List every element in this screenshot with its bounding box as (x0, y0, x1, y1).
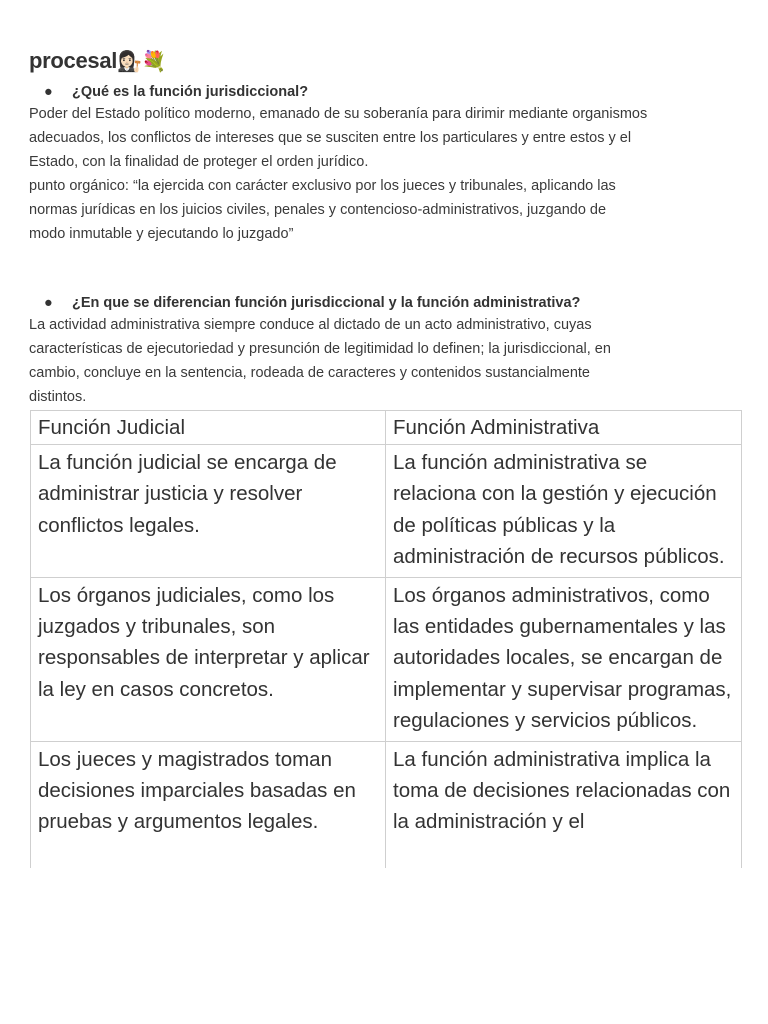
table-header-row (31, 411, 742, 445)
table-row (31, 741, 742, 868)
answer-2-line: cambio, concluye en la sentencia, rodeada de caracteres y contenidos sustancialmente (29, 365, 590, 381)
answer-1-line: Estado, con la finalidad de proteger el orden jurídico. (29, 154, 369, 170)
title-text: procesal (29, 48, 118, 73)
answer-2-line: La actividad administrativa siempre conduce al dictado de un acto administrativo, cuyas (29, 317, 592, 333)
table-row (31, 577, 742, 741)
answer-2-line: características de ejecutoriedad y presunción de legitimidad lo definen; la jurisdiccional, en (29, 341, 611, 357)
table-cell: Los jueces y magistrados toman decisiones imparciales basadas en pruebas y argumentos legales. (31, 741, 386, 868)
header-cell-administrativa: Función Administrativa (386, 411, 742, 445)
answer-1 (29, 102, 744, 246)
answer-1-line: Poder del Estado político moderno, emanado de su soberanía para dirimir mediante organismos (29, 106, 648, 122)
header-cell-judicial: Función Judicial (31, 411, 386, 445)
table-cell: Los órganos judiciales, como los juzgados y tribunales, son responsables de interpretar y aplicar la ley en casos concretos. (31, 577, 386, 741)
answer-2 (29, 313, 744, 409)
question-2-text: ¿En que se diferencian función jurisdiccional y la función administrativa? (72, 295, 581, 311)
answer-1-line: modo inmutable y ejecutando lo juzgado” (29, 226, 294, 242)
answer-1-line: adecuados, los conflictos de intereses que se susciten entre los particulares y entre estos y el (29, 130, 632, 146)
question-1 (44, 84, 308, 100)
answer-1-line: punto orgánico: “la ejercida con carácter exclusivo por los jueces y tribunales, aplicando las (29, 178, 616, 194)
answer-2-line: distintos. (29, 389, 87, 405)
table-cell: La función administrativa implica la toma de decisiones relacionadas con la administración y el (386, 741, 742, 868)
answer-1-line: normas jurídicas en los juicios civiles, penales y contencioso-administrativos, juzgando de (29, 202, 607, 218)
table-cell: Los órganos administrativos, como las entidades gubernamentales y las autoridades locales, se encargan de implementar y supervisar programas, regulaciones y servicios públicos. (386, 577, 742, 741)
title-emoji: 👩🏻‍⚖️💐 (117, 49, 167, 73)
comparison-table (30, 410, 742, 868)
table-row (31, 445, 742, 578)
bullet-icon: ● (44, 295, 53, 311)
question-1-text: ¿Qué es la función jurisdiccional? (72, 84, 309, 100)
table-cell: La función administrativa se relaciona con la gestión y ejecución de políticas públicas y la administración de recursos públicos. (386, 445, 742, 578)
bullet-icon: ● (44, 84, 53, 100)
table-cell: La función judicial se encarga de administrar justicia y resolver conflictos legales. (31, 445, 386, 578)
page-title (29, 48, 166, 74)
question-2 (44, 295, 580, 311)
